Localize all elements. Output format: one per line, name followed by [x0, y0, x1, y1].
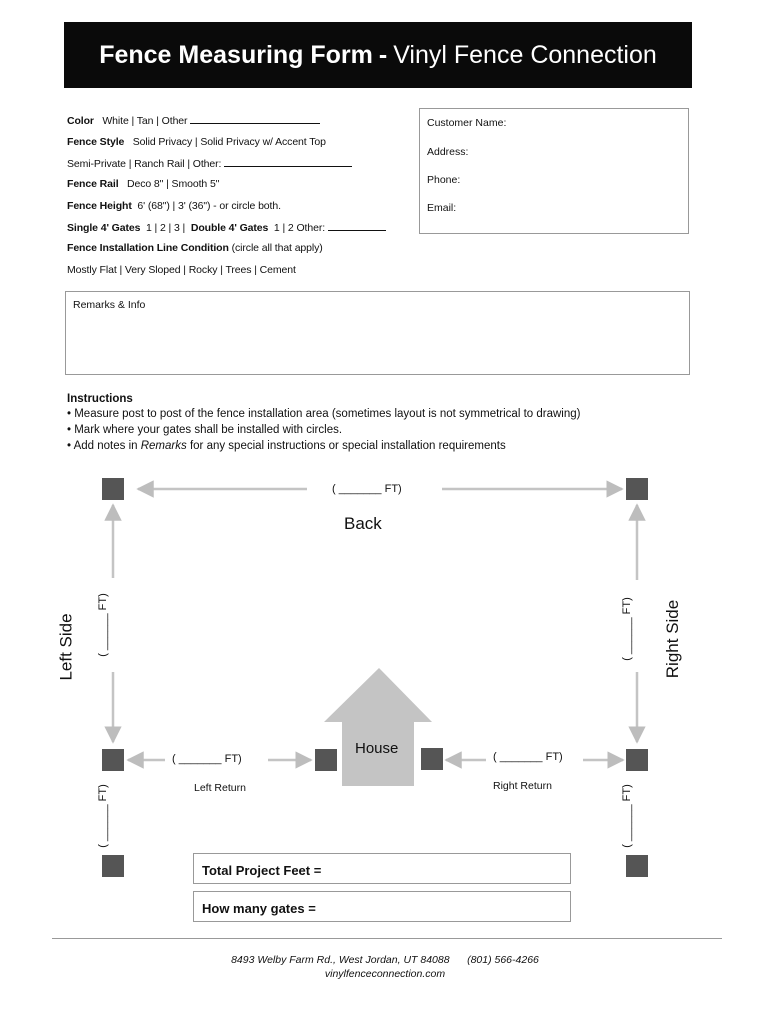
instruction-item-3-pre: • Add notes in — [67, 440, 138, 452]
right-return-measurement[interactable]: ( _______ FT) — [493, 751, 563, 763]
footer-website[interactable]: vinylfenceconnection.com — [324, 968, 446, 980]
condition-options: Mostly Flat | Very Sloped | Rocky | Trees | Cement — [67, 264, 296, 276]
post-top-right — [626, 478, 648, 500]
post-bottom-right — [626, 749, 648, 771]
fence-style-label: Fence Style — [67, 136, 125, 148]
remarks-label: Remarks & Info — [73, 299, 146, 311]
color-label: Color — [67, 115, 94, 127]
footer-contact — [0, 954, 770, 966]
fence-rail-options: Deco 8" | Smooth 5" — [126, 178, 220, 190]
post-lower-left — [102, 855, 124, 877]
post-house-right — [421, 748, 443, 770]
left-side-measurement[interactable]: ( ______ FT) — [96, 593, 109, 657]
right-side-measurement[interactable]: ( ______ FT) — [620, 597, 633, 661]
double-gates-options: 1 | 2 Other: — [273, 222, 326, 234]
left-return-label: Left Return — [194, 782, 246, 794]
house-label: House — [355, 740, 399, 757]
phone-label: Phone: — [427, 174, 461, 186]
email-label: Email: — [427, 202, 457, 214]
instruction-item-3-post: for any special instructions or special installation requirements — [189, 440, 506, 452]
left-side-label: Left Side — [56, 613, 76, 681]
house-shape — [324, 668, 432, 786]
post-top-left — [102, 478, 124, 500]
single-gates-options: 1 | 2 | 3 | — [146, 222, 186, 234]
back-label: Back — [344, 514, 382, 533]
right-lower-measurement[interactable]: ( ______ FT) — [620, 784, 633, 848]
left-lower-measurement[interactable]: ( ______ FT) — [96, 784, 109, 848]
post-lower-right — [626, 855, 648, 877]
post-house-left — [315, 749, 337, 771]
back-measurement[interactable]: ( _______ FT) — [332, 483, 402, 495]
color-options: White | Tan | Other — [102, 115, 188, 127]
condition-label: Fence Installation Line Condition — [67, 242, 229, 254]
instructions-title: Instructions — [67, 393, 133, 405]
form-title: Fence Measuring Form — [99, 40, 373, 69]
instruction-item-1: • Measure post to post of the fence installation area (sometimes layout is not symmetrical to drawing) — [67, 408, 581, 420]
instruction-item-3-emphasis: Remarks — [140, 440, 187, 452]
left-return-measurement[interactable]: ( _______ FT) — [172, 753, 242, 765]
fence-style-options: Solid Privacy | Solid Privacy w/ Accent Top — [132, 136, 326, 148]
company-name: Vinyl Fence Connection — [393, 40, 657, 69]
fence-style-options-2: Semi-Private | Ranch Rail | Other: — [67, 158, 222, 170]
fence-height-options: 6' (68") | 3' (36") - or circle both. — [137, 200, 281, 212]
address-label: Address: — [427, 146, 469, 158]
fence-rail-label: Fence Rail — [67, 178, 119, 190]
fence-height-label: Fence Height — [67, 200, 132, 212]
right-side-label: Right Side — [663, 599, 683, 679]
footer-phone: (801) 566-4266 — [467, 954, 539, 966]
total-project-feet-box[interactable] — [193, 853, 571, 884]
footer-divider — [52, 938, 722, 939]
customer-name-label: Customer Name: — [427, 117, 507, 129]
right-return-label: Right Return — [493, 780, 552, 792]
double-gates-label: Double 4' Gates — [190, 222, 269, 234]
post-bottom-left — [102, 749, 124, 771]
footer-address: 8493 Welby Farm Rd., West Jordan, UT 84088 — [231, 954, 450, 966]
single-gates-label: Single 4' Gates — [67, 222, 141, 234]
instruction-item-2: • Mark where your gates shall be installed with circles. — [67, 424, 343, 436]
gates-count-box[interactable] — [193, 891, 571, 922]
title-separator: - — [378, 40, 388, 69]
total-project-feet-label: Total Project Feet = — [202, 863, 322, 878]
gates-count-label: How many gates = — [202, 901, 316, 916]
condition-note: (circle all that apply) — [231, 242, 323, 254]
